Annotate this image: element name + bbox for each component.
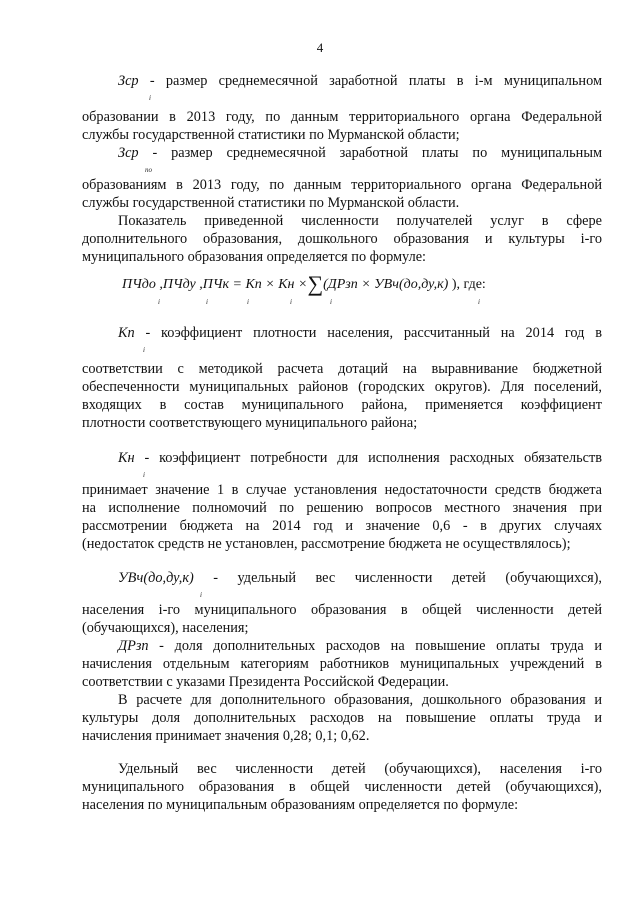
p3-line-1: Показатель приведенной численности получателей услуг в сфере (118, 213, 602, 229)
formula-b: ,ПЧду (159, 277, 196, 292)
p9-line-3: населения по муниципальным образованиям определяется по формуле: (82, 797, 519, 813)
p6-term: УВч(до,ду,к) (118, 570, 194, 586)
p3-line-3: муниципального образования определяется по формуле: (82, 249, 427, 265)
p7-line-2: начисления отдельным категориям работников муниципальных учреждений в (82, 656, 602, 672)
p8-line-1: В расчете для дополнительного образования, дошкольного образования и (118, 692, 602, 708)
formula-x1: × Кн (265, 277, 295, 292)
p9-line-2: муниципального образования в общей численности детей (обучающихся), (82, 779, 602, 795)
p7-line-1: ДРзп - доля дополнительных расходов на повышение оплаты труда и (118, 638, 602, 654)
formula-x2: × (297, 277, 308, 292)
p2-term: Зср (118, 145, 139, 161)
formula-sub-6: i (478, 298, 480, 306)
formula-sub-1: i (158, 298, 160, 306)
p3-line-2: дополнительного образования, дошкольного образования и культуры i-го (82, 231, 602, 247)
p5-line-3: на исполнение полномочий по решению вопросов местного значения при (82, 500, 602, 516)
formula-body: (ДРзп × УВч(до,ду,к) (323, 277, 449, 292)
p6-line-1: УВч(до,ду,к) - удельный вес численности детей (обучающихся), (118, 570, 602, 586)
p1-subscript: i (149, 94, 151, 102)
sigma-icon: ∑ (307, 271, 324, 296)
p2-line-2: образованиям в 2013 году, по данным территориального органа Федеральной (82, 177, 602, 193)
p4-line-1: Кп - коэффициент плотности населения, рассчитанный на 2014 год в (118, 325, 602, 341)
formula-c: ,ПЧк (199, 277, 230, 292)
p5-line-1: Кн - коэффициент потребности для исполнения расходных обязательств (118, 450, 602, 466)
p4-line-4: входящих в состав муниципального района, применяется коэффициент (82, 397, 602, 413)
p6-subscript: i (200, 591, 202, 599)
p4-line-5: плотности соответствующего муниципального района; (82, 415, 418, 431)
p4-line-3: обеспеченности муниципальных районов (городских округов). Для поселений, (82, 379, 602, 395)
p7-line-3: соответствии с указами Президента Российской Федерации. (82, 674, 449, 690)
p2-line-3: службы государственной статистики по Мурманской области. (82, 195, 460, 211)
p5-subscript: i (143, 471, 145, 479)
formula-tail: , где: (456, 277, 486, 292)
p4-subscript: i (143, 346, 145, 354)
p8-line-2: культуры доля дополнительных расходов на повышение оплаты труда и (82, 710, 602, 726)
p5-term: Кн (118, 450, 135, 466)
p1-line-2: образовании в 2013 году, по данным территориального органа Федеральной (82, 109, 602, 125)
p9-line-1: Удельный вес численности детей (обучающихся), населения i-го (118, 761, 602, 777)
formula-close: ) (451, 277, 457, 292)
p5-line-5: (недостаток средств не установлен, рассмотрение бюджета не осуществлялось); (82, 536, 571, 552)
p2-line-1: Зср - размер среднемесячной заработной платы по муниципальным (118, 145, 602, 161)
formula-sub-2: i (206, 298, 208, 306)
p5-line-2: принимает значение 1 в случае установления недостаточности средств бюджета (82, 482, 602, 498)
p4-line-2: соответствии с методикой расчета дотаций на выравнивание бюджетной (82, 361, 602, 377)
p4-term: Кп (118, 325, 135, 341)
p7-term: ДРзп (118, 638, 149, 654)
formula-sub-3: i (247, 298, 249, 306)
p1-line-1: Зср - размер среднемесячной заработной платы в i-м муниципальном (118, 73, 602, 89)
p2-subscript: по (145, 166, 152, 174)
formula (122, 271, 486, 296)
formula-eq: = Кп (232, 277, 262, 292)
p8-line-3: начисления принимает значения 0,28; 0,1; 0,62. (82, 728, 370, 744)
page-number: 4 (316, 40, 324, 55)
p6-line-3: (обучающихся), населения; (82, 620, 249, 636)
p1-term: Зср (118, 73, 139, 89)
formula-sub-5: i (330, 298, 332, 306)
p5-line-4: рассмотрении бюджета на 2014 год и значение 0,6 - в других случаях (82, 518, 602, 534)
formula-sub-4: i (290, 298, 292, 306)
formula-a: ПЧдо (122, 277, 156, 292)
p1-line-3: службы государственной статистики по Мурманской области; (82, 127, 460, 143)
p6-line-2: населения i-го муниципального образования в общей численности детей (82, 602, 602, 618)
